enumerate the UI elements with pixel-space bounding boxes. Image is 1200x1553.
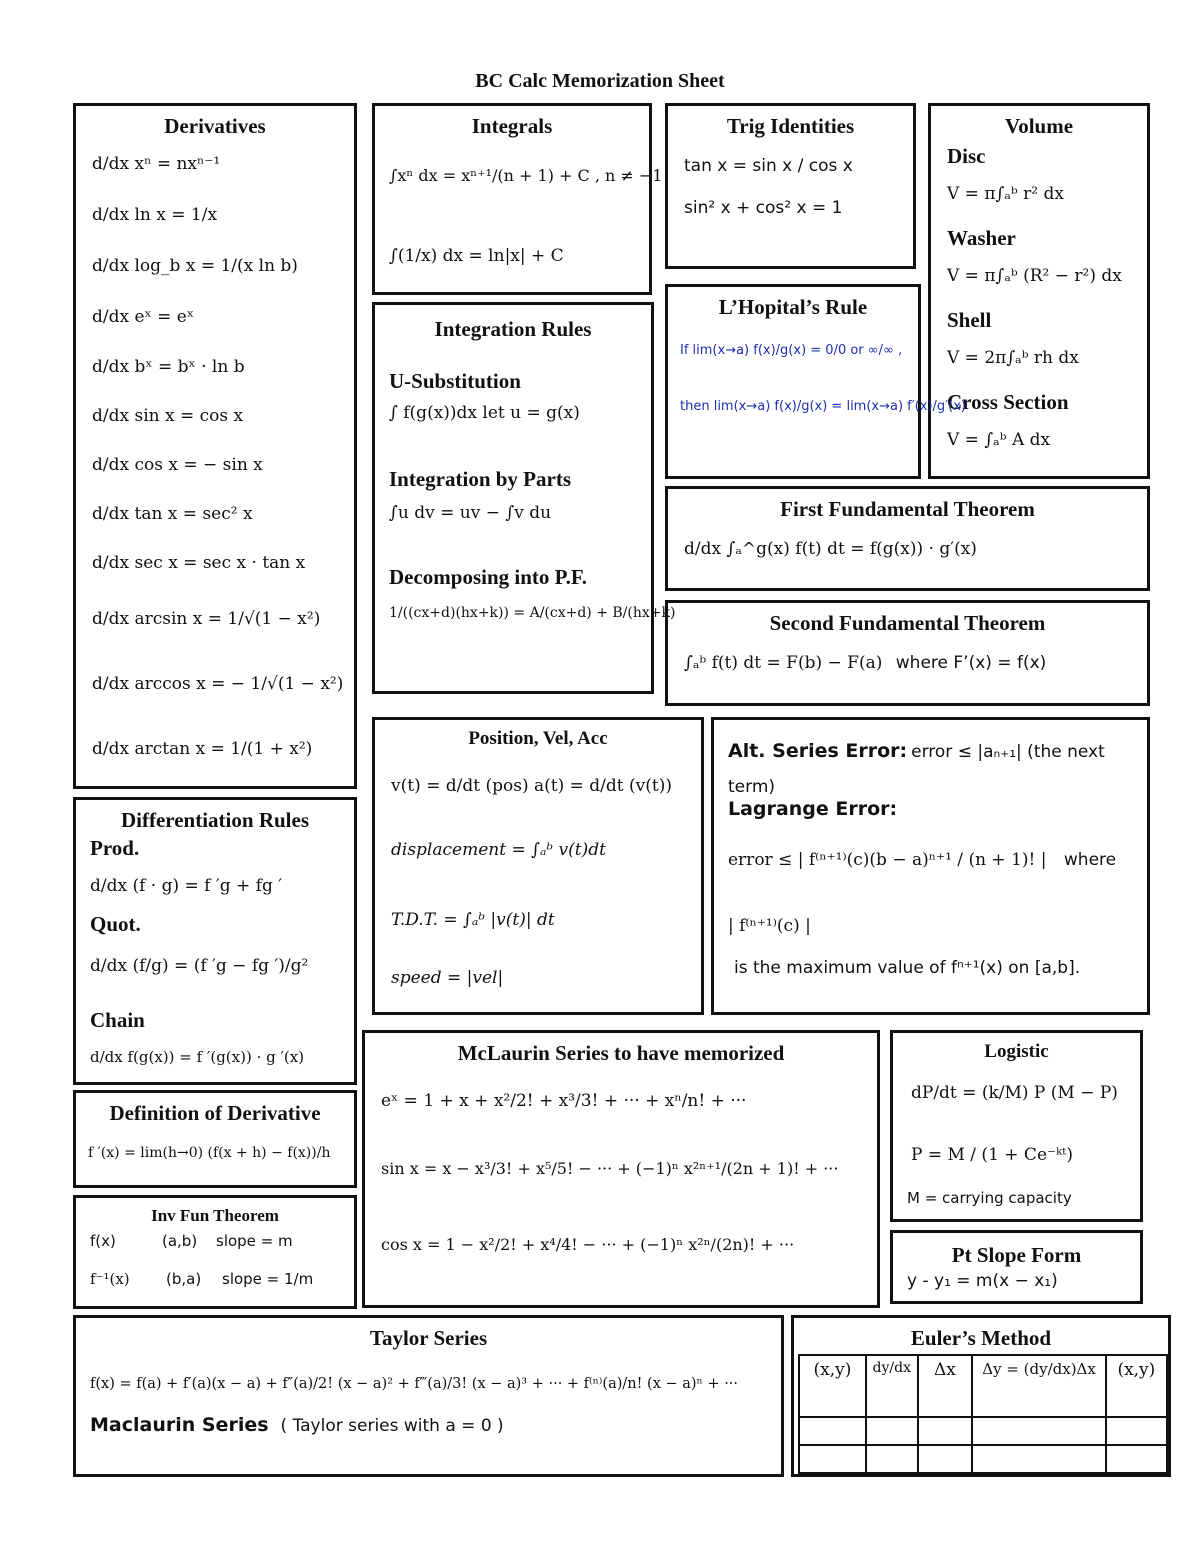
derivative-item: d/dx arccos x = − 1/√(1 − x²) (92, 674, 344, 694)
pva-item: speed = |vel| (391, 968, 504, 988)
euler-cell (799, 1417, 866, 1445)
integration-rules-title: Integration Rules (434, 317, 592, 341)
def-derivative-title: Definition of Derivative (109, 1101, 321, 1125)
logistic-box (890, 1030, 1143, 1222)
inv-fun-cell: (b,a) (166, 1270, 202, 1288)
usub-label: U-Substitution (389, 369, 521, 393)
euler-header-cell: Δy = (dy/dx)Δx (972, 1355, 1105, 1417)
volume-washer-label: Washer (947, 226, 1016, 250)
integrals-box (372, 103, 663, 295)
euler-header-cell: dy/dx (866, 1355, 918, 1417)
pva-item: T.D.T. = ∫ₐᵇ |v(t)| dt (391, 910, 555, 930)
euler-empty-row (799, 1445, 1167, 1473)
integral-item: ∫(1/x) dx = ln|x| + C (389, 246, 564, 266)
euler-header-cell: Δx (918, 1355, 973, 1417)
taylor-formula: f(x) = f(a) + f′(a)(x − a) + f″(a)/2! (x − a)² + f‴(a)/3! (x − a)³ + ··· + f⁽ⁿ⁾(a)/n! (x − a)ⁿ + ··· (90, 1376, 739, 1392)
diff-rules-title: Differentiation Rules (120, 808, 309, 832)
volume-shell-formula: V = 2π∫ₐᵇ rh dx (947, 348, 1079, 368)
quot-formula: d/dx (f/g) = (f ′g − fg ′)/g² (90, 956, 309, 976)
volume-disc-formula: V = π∫ₐᵇ r² dx (947, 184, 1064, 204)
derivatives-box (73, 103, 357, 789)
euler-cell (799, 1445, 866, 1473)
mclaurin-item: eˣ = 1 + x + x²/2! + x³/3! + ··· + xⁿ/n! + ··· (381, 1091, 747, 1111)
integration-rules-box (372, 302, 676, 694)
parts-formula: ∫u dv = uv − ∫v du (389, 503, 552, 523)
pt-slope-formula: y - y₁ = m(x − x₁) (907, 1271, 1058, 1291)
pt-slope-title: Pt Slope Form (951, 1243, 1082, 1267)
pva-box (372, 717, 704, 1015)
derivative-item: d/dx tan x = sec² x (92, 504, 253, 524)
def-derivative-box (73, 1090, 357, 1188)
ftc2-formula-tail: where F’(x) = f(x) (895, 653, 1047, 673)
page-title: BC Calc Memorization Sheet (475, 70, 725, 92)
maclaurin-text: ( Taylor series with a = 0 ) (280, 1416, 504, 1436)
derivative-item: d/dx log_b x = 1/(x ln b) (92, 256, 298, 276)
euler-box (791, 1315, 1171, 1477)
maclaurin-label: Maclaurin Series (90, 1414, 269, 1436)
def-derivative-formula: f ′(x) = lim(h→0) (f(x + h) − f(x))/h (88, 1145, 331, 1161)
pf-formula: 1/((cx+d)(hx+k)) = A/(cx+d) + B/(hx+k) (389, 605, 676, 621)
errors-box (711, 717, 1150, 1015)
euler-header-row (799, 1355, 1167, 1417)
derivative-item: d/dx bˣ = bˣ · ln b (92, 357, 245, 377)
pva-title: Position, Vel, Acc (468, 728, 608, 749)
parts-label: Integration by Parts (389, 467, 571, 491)
euler-cell (866, 1445, 918, 1473)
lhopital-title: L’Hopital’s Rule (718, 295, 868, 319)
trig-box (665, 103, 916, 269)
logistic-title: Logistic (984, 1041, 1049, 1062)
taylor-title: Taylor Series (369, 1326, 488, 1350)
inv-fun-cell: (a,b) (162, 1232, 198, 1250)
euler-cell (1106, 1417, 1167, 1445)
ftc1-box (665, 486, 1150, 591)
euler-cell (972, 1417, 1105, 1445)
chain-label: Chain (90, 1008, 145, 1032)
pt-slope-box (890, 1230, 1143, 1304)
lagrange-def: | f⁽ⁿ⁺¹⁾(c) | (728, 916, 811, 936)
euler-cell (972, 1445, 1105, 1473)
lagrange-formula (728, 850, 1116, 870)
inv-fun-cell: slope = m (216, 1232, 293, 1250)
lhopital-line2: then lim(x→a) f(x)/g(x) = lim(x→a) f′(x)/g′(x) (680, 399, 966, 414)
lagrange-where: where (1063, 850, 1117, 870)
trig-item: tan x = sin x / cos x (684, 156, 853, 176)
volume-washer-formula: V = π∫ₐᵇ (R² − r²) dx (947, 266, 1122, 286)
lhopital-box (665, 284, 966, 479)
trig-title: Trig Identities (726, 114, 855, 138)
mclaurin-item: cos x = 1 − x²/2! + x⁴/4! − ··· + (−1)ⁿ x²ⁿ/(2n)! + ··· (381, 1235, 795, 1254)
lagrange-text: is the maximum value of fⁿ⁺¹(x) on [a,b]. (734, 958, 1081, 978)
euler-cell (918, 1417, 973, 1445)
derivative-item: d/dx arcsin x = 1/√(1 − x²) (92, 609, 321, 629)
volume-title: Volume (1004, 114, 1074, 138)
euler-title: Euler’s Method (910, 1326, 1052, 1350)
alt-series-label: Alt. Series Error: (728, 740, 908, 762)
logistic-formula: dP/dt = (k/M) P (M − P) (911, 1083, 1118, 1103)
inv-fun-title: Inv Fun Theorem (151, 1206, 279, 1225)
prod-formula: d/dx (f · g) = f ′g + fg ′ (90, 876, 283, 896)
integrals-title: Integrals (471, 114, 553, 138)
inv-fun-cell: f(x) (90, 1232, 116, 1250)
derivative-item: d/dx eˣ = eˣ (92, 307, 195, 327)
pva-item: v(t) = d/dt (pos) a(t) = d/dt (v(t)) (391, 776, 672, 796)
mclaurin-title: McLaurin Series to have memorized (457, 1041, 785, 1065)
alt-series-text: error ≤ |aₙ₊₁| (the next term) (728, 742, 1105, 797)
euler-table (798, 1354, 1168, 1474)
derivative-item: d/dx ln x = 1/x (92, 205, 218, 225)
derivative-item: d/dx sin x = cos x (92, 406, 244, 426)
derivative-item: d/dx xⁿ = nxⁿ⁻¹ (92, 154, 221, 174)
logistic-formula: P = M / (1 + Ce⁻ᵏᵗ) (911, 1145, 1073, 1165)
volume-shell-label: Shell (947, 308, 992, 332)
derivative-item: d/dx cos x = − sin x (92, 455, 263, 475)
derivatives-title: Derivatives (164, 114, 266, 138)
prod-label: Prod. (90, 836, 140, 860)
euler-header-cell: (x,y) (799, 1355, 866, 1417)
inv-fun-box (73, 1195, 357, 1309)
euler-header-cell: (x,y) (1106, 1355, 1167, 1417)
lagrange-formula-main: error ≤ | f⁽ⁿ⁺¹⁾(c)(b − a)ⁿ⁺¹ / (n + 1)! | (728, 850, 1047, 870)
mclaurin-box (362, 1030, 880, 1308)
euler-cell (918, 1445, 973, 1473)
ftc2-formula-main: ∫ₐᵇ f(t) dt = F(b) − F(a) (684, 653, 883, 673)
volume-cross-formula: V = ∫ₐᵇ A dx (947, 430, 1051, 450)
pva-item: displacement = ∫ₐᵇ v(t)dt (391, 840, 606, 860)
derivative-item: d/dx sec x = sec x · tan x (92, 553, 306, 573)
derivative-item: d/dx arctan x = 1/(1 + x²) (92, 739, 313, 759)
logistic-note: M = carrying capacity (907, 1189, 1072, 1207)
diff-rules-box (73, 797, 357, 1085)
ftc2-formula (684, 653, 1046, 673)
ftc1-formula: d/dx ∫ₐ^g(x) f(t) dt = f(g(x)) · g′(x) (684, 539, 977, 559)
taylor-box (73, 1315, 784, 1477)
volume-cross-label: Cross Section (947, 390, 1069, 414)
volume-box (928, 103, 1150, 479)
pf-label: Decomposing into P.F. (389, 565, 587, 589)
ftc1-title: First Fundamental Theorem (780, 497, 1035, 521)
chain-formula: d/dx f(g(x)) = f ′(g(x)) · g ′(x) (90, 1048, 305, 1066)
alt-series-error (728, 734, 1138, 805)
euler-cell (1106, 1445, 1167, 1473)
lhopital-line1: If lim(x→a) f(x)/g(x) = 0/0 or ∞/∞ , (680, 343, 903, 358)
inv-fun-cell: slope = 1/m (222, 1270, 314, 1288)
usub-formula: ∫ f(g(x))dx let u = g(x) (389, 403, 580, 423)
inv-fun-cell: f⁻¹(x) (90, 1270, 130, 1288)
quot-label: Quot. (90, 912, 141, 936)
ftc2-title: Second Fundamental Theorem (769, 611, 1046, 635)
lagrange-label: Lagrange Error: (728, 798, 898, 820)
volume-disc-label: Disc (947, 144, 986, 168)
euler-cell (866, 1417, 918, 1445)
mclaurin-item: sin x = x − x³/3! + x⁵/5! − ··· + (−1)ⁿ x²ⁿ⁺¹/(2n + 1)! + ··· (381, 1159, 839, 1178)
euler-empty-row (799, 1417, 1167, 1445)
ftc2-box (665, 600, 1150, 706)
maclaurin-note (90, 1414, 504, 1436)
trig-item: sin² x + cos² x = 1 (684, 198, 843, 218)
integral-item: ∫xⁿ dx = xⁿ⁺¹/(n + 1) + C , n ≠ −1 (389, 166, 663, 185)
